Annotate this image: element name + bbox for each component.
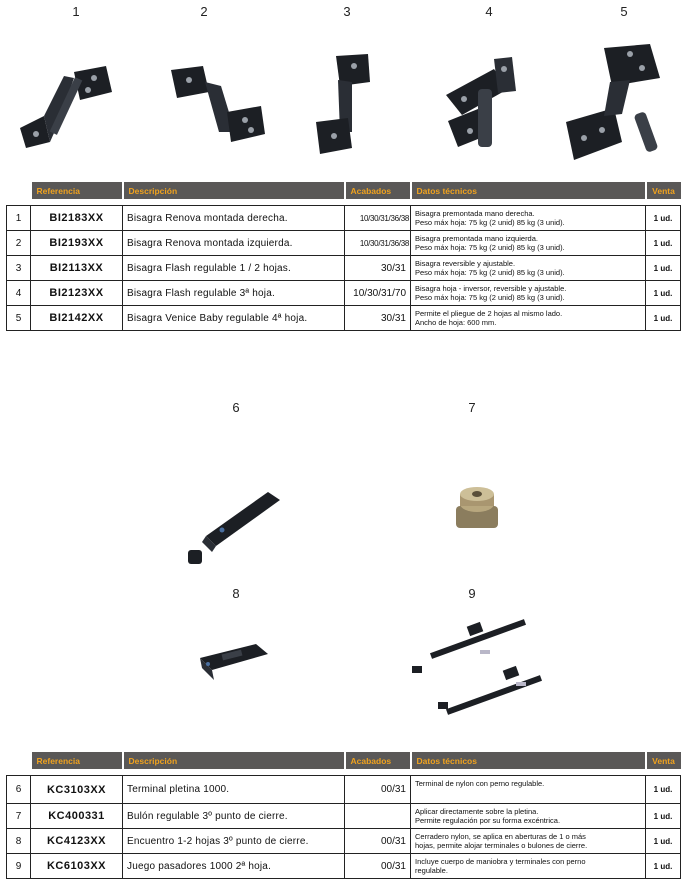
technical-line: Peso máx hoja: 75 kg (2 unid) 85 kg (3 unid). [415, 243, 565, 252]
adjustable-bolt-image [452, 482, 502, 532]
table-row [7, 256, 681, 281]
sale-unit: 1 ud. [646, 231, 681, 256]
technical-data [411, 281, 646, 306]
description: Juego pasadores 1000 2ª hoja. [123, 854, 345, 879]
technical-data [411, 231, 646, 256]
technical-line: Ancho de hoja: 600 mm. [415, 318, 497, 327]
description: Bisagra Flash regulable 3ª hoja. [123, 281, 345, 306]
table-row [7, 804, 681, 829]
technical-line: regulable. [415, 866, 448, 875]
sale-unit: 1 ud. [646, 281, 681, 306]
technical-line: Peso máx hoja: 75 kg (2 unid) 85 kg (3 unid). [415, 218, 565, 227]
row-index: 6 [7, 776, 31, 804]
header-referencia: Referencia [31, 752, 123, 769]
row-index: 1 [7, 206, 31, 231]
technical-data [411, 776, 646, 804]
hinge-venice-baby-image [560, 42, 675, 170]
sale-unit: 1 ud. [646, 854, 681, 879]
sale-unit: 1 ud. [646, 206, 681, 231]
table-row [7, 206, 681, 231]
terminal-pletina-image [182, 484, 286, 568]
row-index: 3 [7, 256, 31, 281]
technical-data [411, 854, 646, 879]
reference-code: BI2193XX [31, 231, 123, 256]
table-row [7, 306, 681, 331]
technical-line: Peso máx hoja: 75 kg (2 unid) 85 kg (3 unid). [415, 268, 565, 277]
technical-line: Cerradero nylon, se aplica en aberturas de 1 o más [415, 832, 586, 841]
header-datos-tecnicos: Datos técnicos [411, 752, 646, 769]
header-blank [7, 752, 31, 769]
description: Bisagra Venice Baby regulable 4ª hoja. [123, 306, 345, 331]
technical-line: hojas, permite alojar terminales o bulones de cierre. [415, 841, 588, 850]
header-venta: Venta [646, 752, 681, 769]
hinge-flash-1-2-image [312, 52, 374, 157]
sale-unit: 1 ud. [646, 306, 681, 331]
finishes: 10/30/31/70 [345, 281, 411, 306]
figure-number-9: 9 [468, 586, 476, 601]
description: Bulón regulable 3º punto de cierre. [123, 804, 345, 829]
sale-unit: 1 ud. [646, 776, 681, 804]
technical-line: Bisagra hoja - inversor, reversible y ajustable. [415, 284, 567, 293]
sale-unit: 1 ud. [646, 804, 681, 829]
bolt-set-image [408, 606, 548, 716]
technical-line: Aplicar directamente sobre la pletina. [415, 807, 539, 816]
technical-line: Incluye cuerpo de maniobra y terminales con perno [415, 857, 586, 866]
row-index: 8 [7, 829, 31, 854]
reference-code: BI2183XX [31, 206, 123, 231]
row-index: 4 [7, 281, 31, 306]
finishes: 00/31 [345, 776, 411, 804]
figure-number-1: 1 [72, 4, 80, 19]
finishes: 30/31 [345, 306, 411, 331]
header-datos-tecnicos: Datos técnicos [411, 182, 646, 199]
hinge-renova-right-image [14, 62, 116, 152]
reference-code: BI2142XX [31, 306, 123, 331]
technical-data [411, 206, 646, 231]
reference-code: KC4123XX [31, 829, 123, 854]
header-venta: Venta [646, 182, 681, 199]
sale-unit: 1 ud. [646, 256, 681, 281]
description: Bisagra Renova montada derecha. [123, 206, 345, 231]
row-index: 7 [7, 804, 31, 829]
header-referencia: Referencia [31, 182, 123, 199]
technical-line: Bisagra premontada mano derecha. [415, 209, 535, 218]
description: Encuentro 1-2 hojas 3º punto de cierre. [123, 829, 345, 854]
table-row [7, 854, 681, 879]
finishes: 00/31 [345, 829, 411, 854]
figure-number-4: 4 [485, 4, 493, 19]
technical-data [411, 829, 646, 854]
technical-line: Bisagra premontada mano izquierda. [415, 234, 538, 243]
hinge-renova-left-image [165, 62, 270, 148]
technical-line: Bisagra reversible y ajustable. [415, 259, 516, 268]
figure-number-8: 8 [232, 586, 240, 601]
technical-line: Peso máx hoja: 75 kg (2 unid) 85 kg (3 unid). [415, 293, 565, 302]
technical-line: Permite el pliegue de 2 hojas al mismo lado. [415, 309, 563, 318]
header-acabados: Acabados [345, 182, 411, 199]
figure-number-6: 6 [232, 400, 240, 415]
table-header-row [7, 182, 681, 199]
figure-number-7: 7 [468, 400, 476, 415]
row-index: 5 [7, 306, 31, 331]
finishes: 00/31 [345, 854, 411, 879]
technical-data [411, 256, 646, 281]
description: Bisagra Flash regulable 1 / 2 hojas. [123, 256, 345, 281]
figure-number-2: 2 [200, 4, 208, 19]
technical-data [411, 804, 646, 829]
reference-code: BI2113XX [31, 256, 123, 281]
header-acabados: Acabados [345, 752, 411, 769]
table-header-row [7, 752, 681, 769]
finishes [345, 804, 411, 829]
header-blank [7, 182, 31, 199]
row-index: 2 [7, 231, 31, 256]
hinges-table [6, 182, 681, 331]
reference-code: KC400331 [31, 804, 123, 829]
description: Bisagra Renova montada izquierda. [123, 231, 345, 256]
technical-line: Permite regulación por su forma excéntrica. [415, 816, 561, 825]
technical-data [411, 306, 646, 331]
technical-line: Terminal de nylon con perno regulable. [415, 779, 545, 788]
finishes: 30/31 [345, 256, 411, 281]
finishes: 10/30/31/36/38 [345, 231, 411, 256]
hinge-flash-3rd-image [438, 55, 542, 155]
header-descripcion: Descripción [123, 752, 345, 769]
finishes: 10/30/31/36/38 [345, 206, 411, 231]
reference-code: BI2123XX [31, 281, 123, 306]
keeper-nylon-image [198, 640, 270, 682]
description: Terminal pletina 1000. [123, 776, 345, 804]
header-descripcion: Descripción [123, 182, 345, 199]
table-row [7, 776, 681, 804]
sale-unit: 1 ud. [646, 829, 681, 854]
table-row [7, 231, 681, 256]
reference-code: KC6103XX [31, 854, 123, 879]
bolts-table [6, 752, 681, 879]
figure-number-3: 3 [343, 4, 351, 19]
reference-code: KC3103XX [31, 776, 123, 804]
table-row [7, 281, 681, 306]
row-index: 9 [7, 854, 31, 879]
table-row [7, 829, 681, 854]
figure-number-5: 5 [620, 4, 628, 19]
